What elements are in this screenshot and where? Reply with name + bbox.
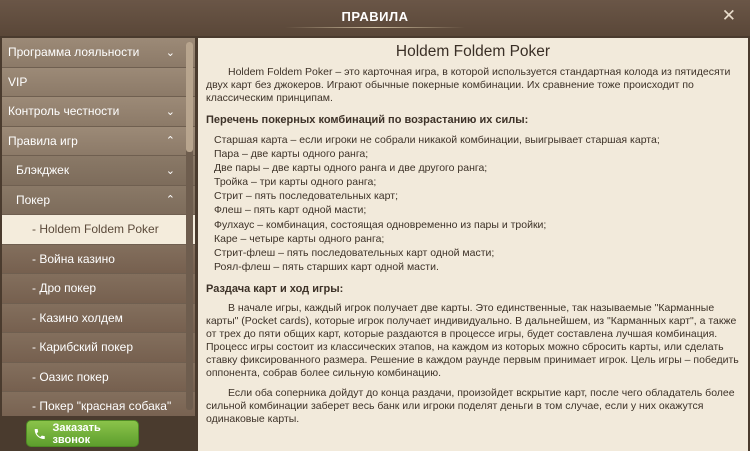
scrollbar-thumb[interactable] — [186, 42, 193, 152]
header-title: ПРАВИЛА — [341, 9, 409, 24]
close-icon[interactable]: ✕ — [721, 6, 736, 25]
chevron-down-icon: ⌄ — [165, 105, 175, 118]
chevron-up-icon: ⌃ — [165, 194, 175, 207]
list-item: Каре – четыре карты одного ранга; — [214, 232, 385, 245]
paragraph-gap — [206, 380, 740, 387]
chevron-down-icon: ⌄ — [165, 46, 175, 59]
sidebar-item-label: - Holdem Foldem Poker — [32, 222, 159, 237]
combos-heading: Перечень покерных комбинаций по возрастанию их силы: — [206, 114, 529, 126]
header-underline — [285, 27, 465, 28]
sidebar-item-label: Правила игр — [8, 133, 78, 148]
sidebar-item-holdem-foldem[interactable] — [2, 215, 195, 245]
deal-paragraph-1: В начале игры, каждый игрок получает две карты. Это единственные, так называемые "Карманные карты" (Pocket cards), которые игрок получает индивидуально. В дальнейшем, из "Карманных карт", а также от трех до пяти общих карт, которые раздаются в процессе игры, будет составлена лучшая комбинация. Процесс игры состоит из классических этапов, на каждом из которых можно сбросить карты, или сделать ставку фиксированного размера. Решение в каждом раунде первым принимает игрок. Цель игры – победить оппонента, собрав более сильную комбинацию. — [206, 301, 739, 379]
chevron-down-icon: ⌄ — [165, 164, 175, 177]
request-call-label: Заказать звонок — [52, 421, 101, 446]
rules-sidebar — [2, 38, 195, 416]
sidebar-item-label: - Казино холдем — [32, 310, 123, 325]
sidebar-item-label: - Война казино — [32, 251, 115, 266]
sidebar-item-casino-war[interactable] — [2, 245, 195, 275]
sidebar-item-game-rules[interactable] — [2, 127, 195, 157]
request-call-button[interactable] — [26, 420, 139, 447]
page-title: Holdem Foldem Poker — [395, 43, 551, 60]
sidebar-item-label: - Оазис покер — [32, 369, 109, 384]
sidebar-item-label: Блэкджек — [16, 163, 70, 178]
chevron-up-icon: ⌃ — [165, 135, 175, 148]
sidebar-item-label: - Карибский покер — [32, 340, 134, 355]
sidebar-item-label: - Покер "красная собака" — [32, 399, 172, 414]
sidebar-item-poker[interactable] — [2, 186, 195, 216]
list-item: Роял-флеш – пять старших карт одной масти. — [214, 260, 439, 273]
intro-paragraph: Holdem Foldem Poker – это карточная игра, в которой используется стандартная колода из пятидесяти двух карт без джокеров. Играют обычные покерные комбинации. Их сравнение тоже происходит по классическим принципам. — [206, 66, 731, 104]
list-item: Стрит – пять последовательных карт; — [214, 190, 398, 203]
sidebar-item-oasis-poker[interactable] — [2, 363, 195, 393]
sidebar-scrollbar[interactable] — [186, 42, 193, 410]
sidebar-item-casino-holdem[interactable] — [2, 304, 195, 334]
list-item: Старшая карта – если игроки не собрали никакой комбинации, выигрывает старшая карта; — [214, 134, 660, 146]
list-item: Флеш – пять карт одной масти; — [214, 204, 367, 217]
list-item: Две пары – две карты одного ранга и две другого ранга; — [214, 162, 488, 175]
sidebar-item-label: Программа лояльности — [8, 45, 140, 60]
sidebar-item-label: VIP — [8, 74, 28, 89]
sidebar-item-vip[interactable] — [2, 68, 195, 98]
sidebar-item-label: Контроль честности — [8, 104, 120, 119]
sidebar-item-red-dog[interactable] — [2, 392, 195, 416]
list-item: Стрит-флеш – пять последовательных карт одной масти; — [214, 246, 495, 259]
list-item: Пара – две карты одного ранга; — [214, 148, 369, 161]
sidebar-item-caribbean-poker[interactable] — [2, 333, 195, 363]
combo-list — [206, 133, 740, 274]
sidebar-item-draw-poker[interactable] — [2, 274, 195, 304]
sidebar-item-loyalty[interactable] — [2, 38, 195, 68]
phone-icon — [33, 427, 46, 441]
rules-header — [0, 0, 750, 36]
sidebar-item-blackjack[interactable] — [2, 156, 195, 186]
deal-paragraph-2: Если оба соперника дойдут до конца раздачи, произойдет вскрытие карт, после чего обладатель более сильной комбинации заберет весь банк или игроки поделят деньги в том случае, если у них окажутся одинаковые карты. — [206, 386, 735, 425]
list-item: Фулхаус – комбинация, состоящая одновременно из пары и тройки; — [214, 218, 547, 231]
sidebar-item-label: Покер — [16, 192, 51, 207]
sidebar-item-fairness[interactable] — [2, 97, 195, 127]
deal-heading: Раздача карт и ход игры: — [206, 282, 344, 295]
sidebar-item-label: - Дро покер — [32, 281, 97, 296]
rules-content — [198, 38, 748, 451]
list-item: Тройка – три карты одного ранга; — [214, 176, 377, 189]
